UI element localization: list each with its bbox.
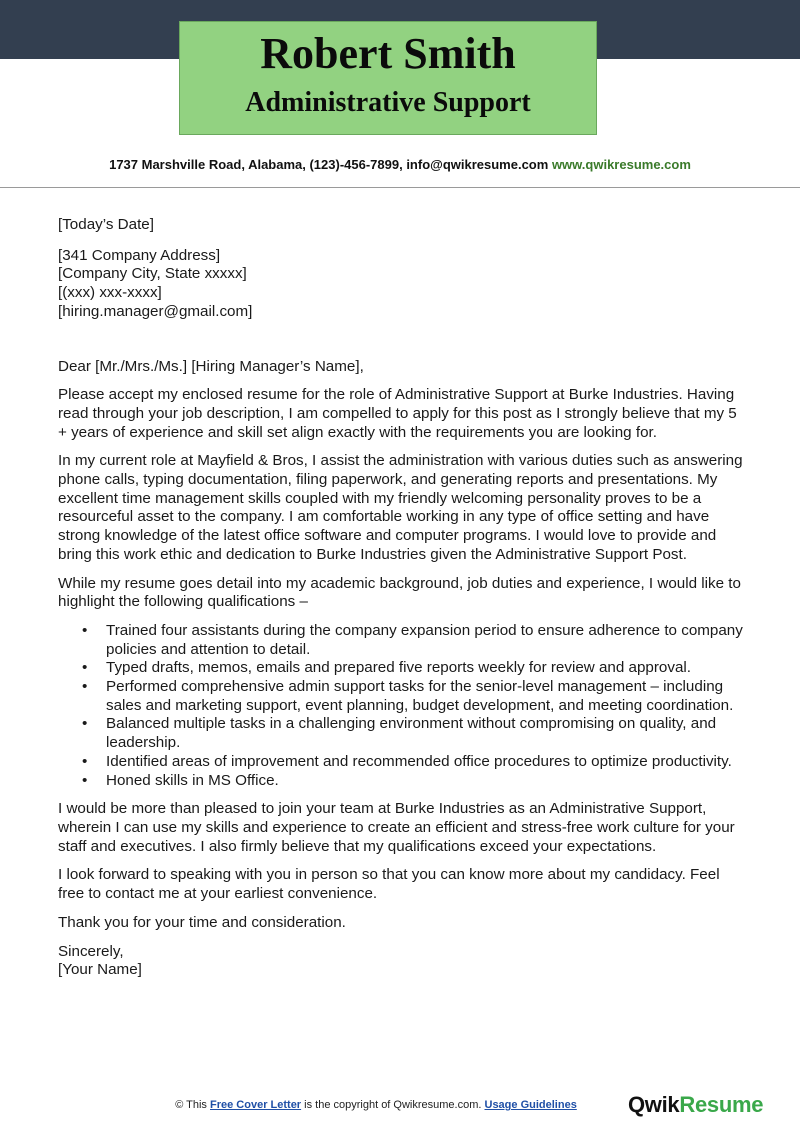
address-line: [hiring.manager@gmail.com] xyxy=(58,302,253,320)
letter-date: [Today’s Date] xyxy=(58,216,154,233)
logo-qwik: Qwik xyxy=(628,1092,680,1117)
contact-line xyxy=(0,157,800,173)
signature: [Your Name] xyxy=(58,961,142,979)
name-banner xyxy=(179,21,597,135)
letter-body xyxy=(58,216,748,980)
paragraph-qualifications-intro: While my resume goes detail into my academic background, job duties and experience, I would like to highlight the following qualifications – xyxy=(58,574,741,611)
usage-guidelines-link[interactable]: Usage Guidelines xyxy=(484,1099,577,1111)
qwikresume-logo xyxy=(628,1092,763,1118)
closing: Sincerely, xyxy=(58,942,124,960)
copyright-prefix: © This xyxy=(175,1099,210,1111)
candidate-name: Robert Smith xyxy=(260,29,516,78)
list-item: • Performed comprehensive admin support tasks for the senior-level management – including sales and marketing support, event planning, budget development, and meeting coordination. xyxy=(106,678,748,715)
job-title: Administrative Support xyxy=(245,87,531,118)
address-line: [341 Company Address] xyxy=(58,246,221,264)
paragraph-closing-pitch: I would be more than pleased to join your team at Burke Industries as an Administrative Support, wherein I can use my skills and experience to create an efficient and stress-free work culture for your staff and executives. I also firmly believe that my qualifications exceed your expectations. xyxy=(58,800,735,855)
address-line: [(xxx) xxx-xxxx] xyxy=(58,284,162,302)
contact-details: 1737 Marshville Road, Alabama, (123)-456-7899, info@qwikresume.com xyxy=(109,157,549,172)
recipient-address xyxy=(58,247,748,322)
list-item: • Trained four assistants during the company expansion period to ensure adherence to company policies and attention to detail. xyxy=(106,622,748,659)
list-item: • Honed skills in MS Office. xyxy=(106,772,748,791)
address-line: [Company City, State xxxxx] xyxy=(58,265,247,283)
copyright-middle: is the copyright of Qwikresume.com. xyxy=(301,1099,485,1111)
salutation: Dear [Mr./Mrs./Ms.] [Hiring Manager’s Name], xyxy=(58,357,364,375)
paragraph-intro: Please accept my enclosed resume for the role of Administrative Support at Burke Industries. Having read through your job description, I am compelled to apply for this post as I strongly believe that my 5 + years of experience and skill set align exactly with the requirements you are looking for. xyxy=(58,386,737,441)
logo-resume: Resume xyxy=(679,1092,764,1117)
paragraph-follow-up: I look forward to speaking with you in person so that you can know more about my candidacy. Feel free to contact me at your earliest convenience. xyxy=(58,866,720,903)
list-item: • Identified areas of improvement and recommended office procedures to optimize productivity. xyxy=(106,753,748,772)
paragraph-current-role: In my current role at Mayfield & Bros, I assist the administration with various duties such as answering phone calls, typing documentation, filing paperwork, and generating reports and presentations. My excellent time management skills coupled with my friendly welcoming personality proves to be a resourceful asset to the company. I am comfortable working in any type of office setting and have strong knowledge of the latest office software and computer programs. I would love to provide and bring this work ethic and dedication to Burke Industries given the Administrative Support Post. xyxy=(58,452,743,563)
qualifications-list xyxy=(58,622,748,790)
website-link[interactable]: www.qwikresume.com xyxy=(551,157,691,172)
list-item: • Balanced multiple tasks in a challenging environment without compromising on quality, and leadership. xyxy=(106,715,748,752)
paragraph-thanks: Thank you for your time and consideration. xyxy=(58,913,346,931)
free-cover-letter-link[interactable]: Free Cover Letter xyxy=(210,1099,302,1111)
list-item: • Typed drafts, memos, emails and prepared five reports weekly for review and approval. xyxy=(106,659,748,678)
header-divider xyxy=(0,187,800,188)
